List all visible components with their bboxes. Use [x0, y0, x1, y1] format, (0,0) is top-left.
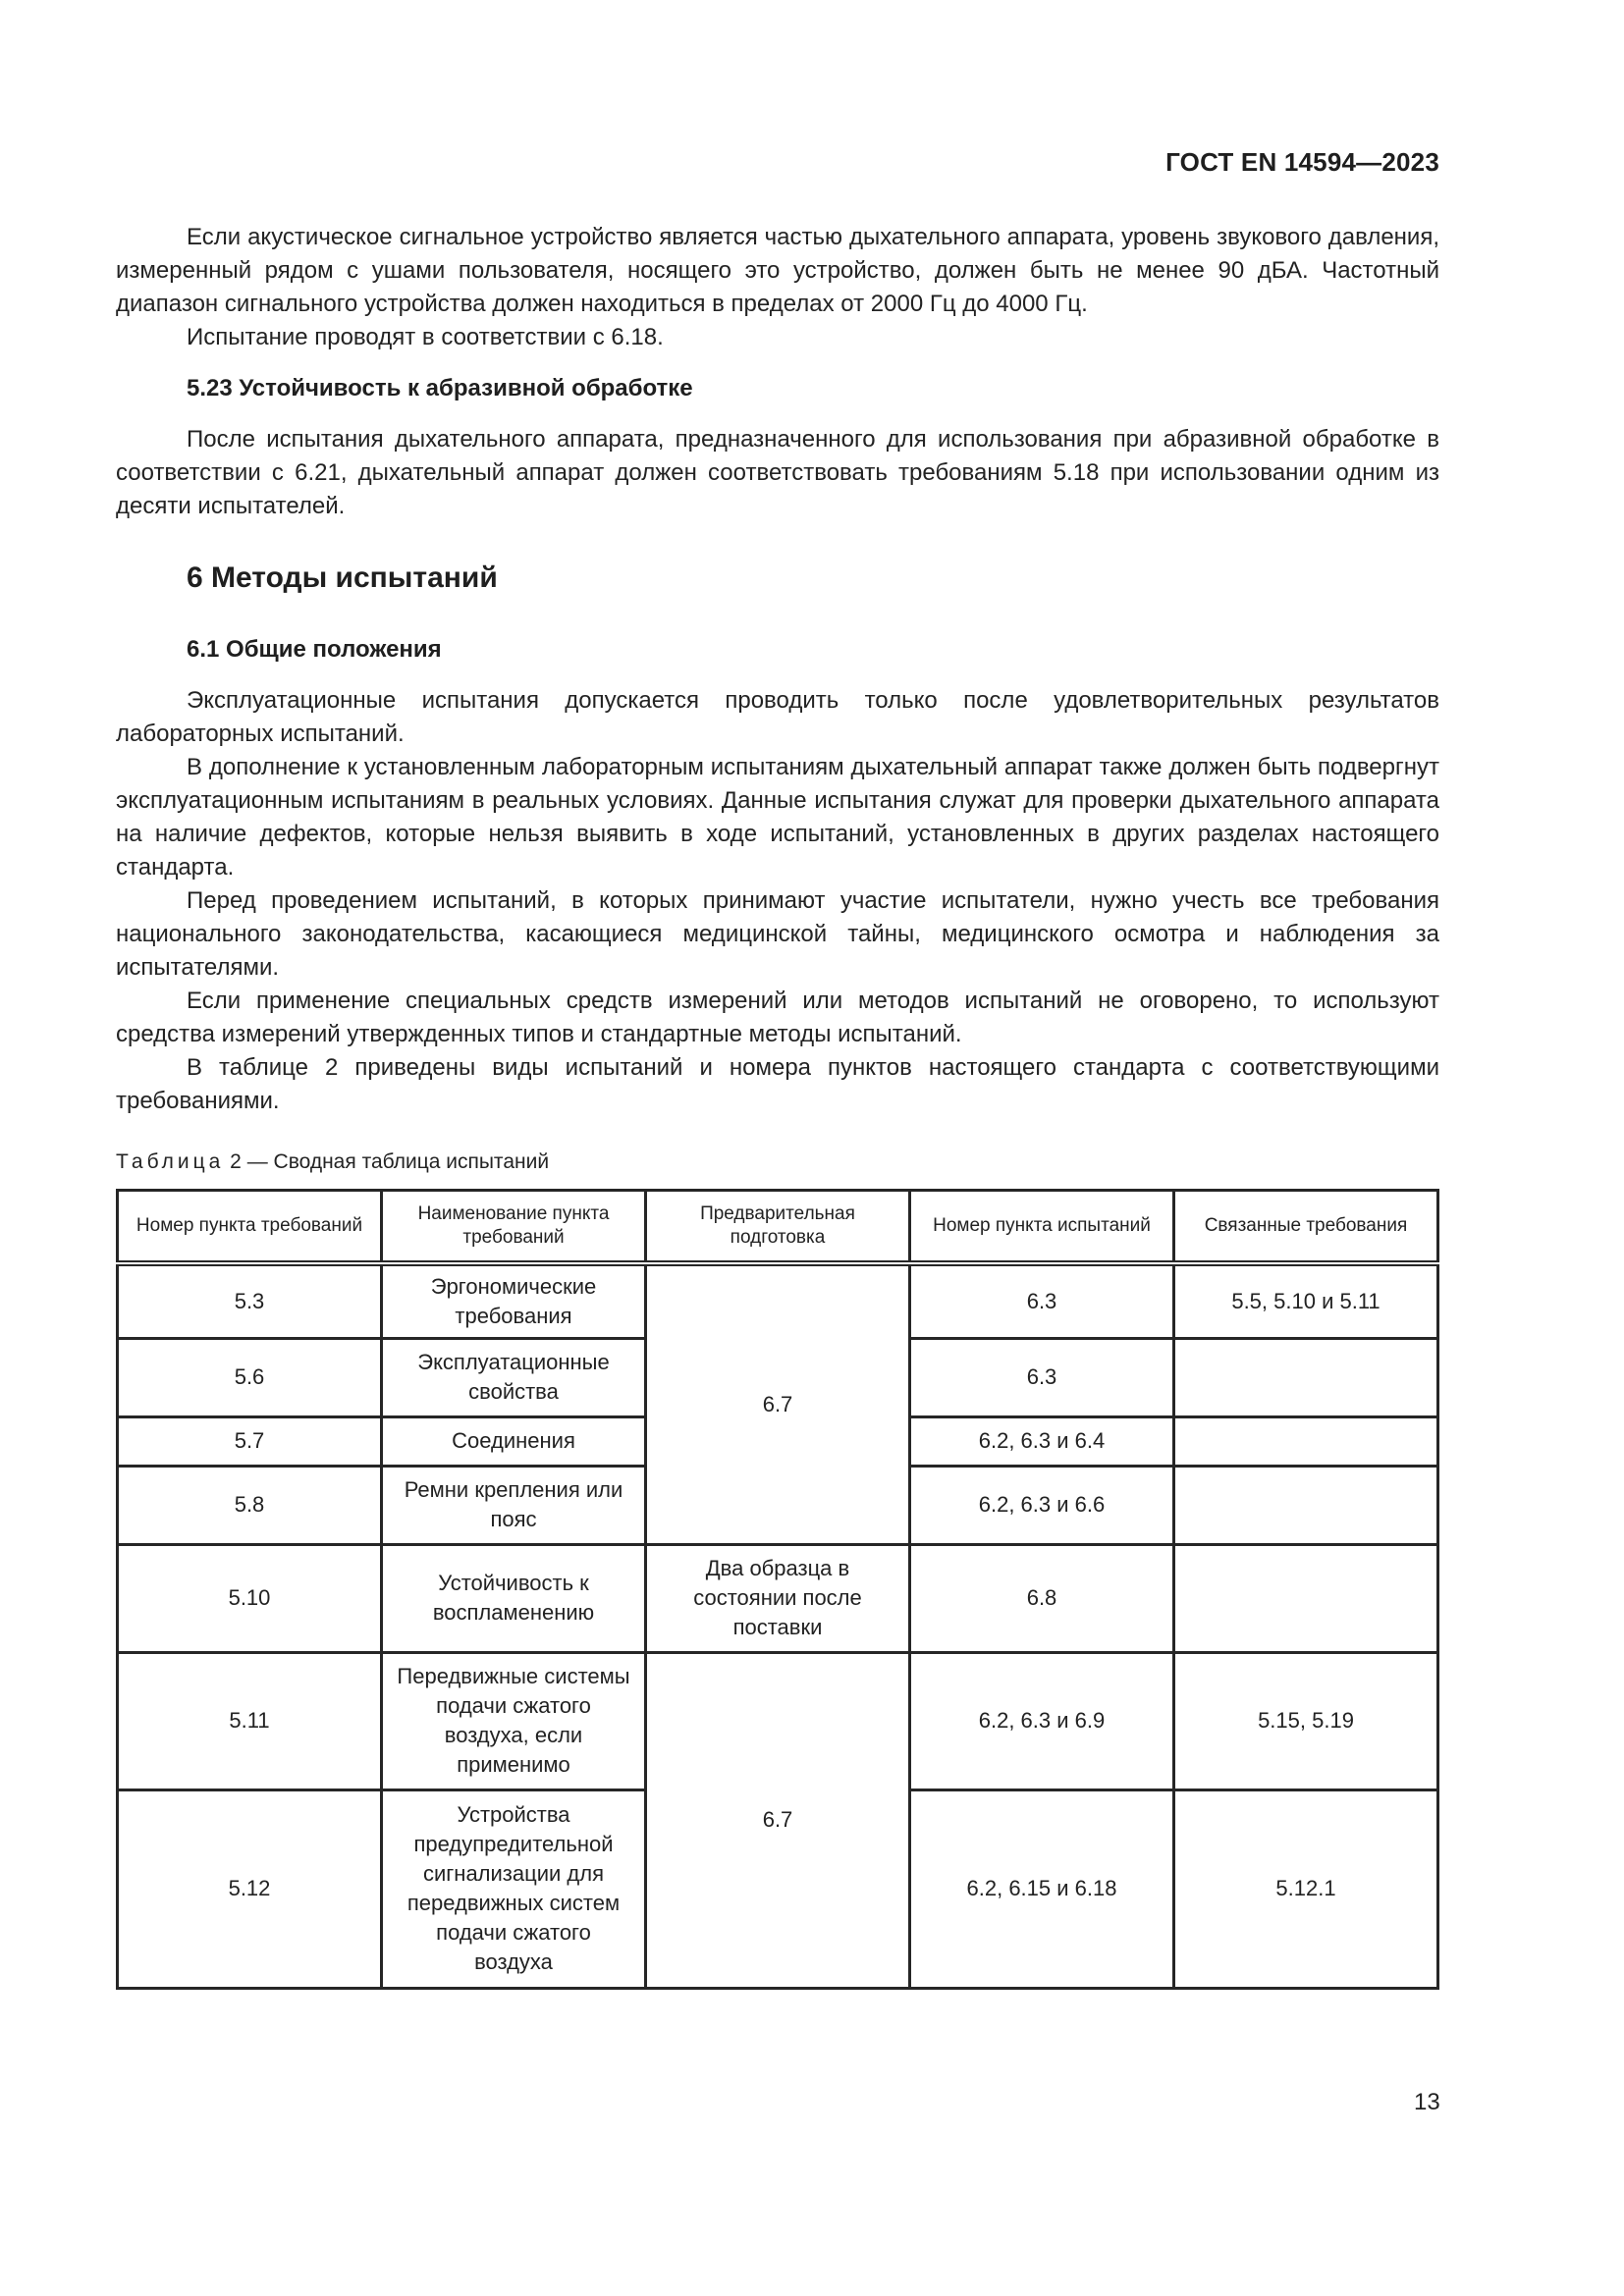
cell-req: 5.3	[118, 1263, 382, 1338]
cell-name: Эргономические требования	[382, 1263, 646, 1338]
column-header-req-name: Наименование пункта требований	[382, 1191, 646, 1264]
tests-summary-table	[116, 1189, 1439, 1990]
cell-test: 6.2, 6.3 и 6.9	[910, 1652, 1174, 1789]
cell-test: 6.2, 6.15 и 6.18	[910, 1789, 1174, 1988]
paragraph-acoustic-signal: Если акустическое сигнальное устройство является частью дыхательного аппарата, уровень звукового давления, измеренный рядом с ушами пользователя, носящего это устройство, должен быть не менее 90 дБА. Частотный диапазон сигнального устройства должен находиться в пределах от 2000 Гц до 4000 Гц.	[116, 224, 1439, 317]
column-header-related: Связанные требования	[1174, 1191, 1438, 1264]
table-header-row	[118, 1191, 1438, 1264]
page-content	[116, 221, 1439, 1990]
cell-prep-merged: 6.7	[646, 1652, 910, 1988]
cell-related: 5.5, 5.10 и 5.11	[1174, 1263, 1438, 1338]
cell-req: 5.11	[118, 1652, 382, 1789]
cell-prep-merged: 6.7	[646, 1263, 910, 1544]
cell-name: Соединения	[382, 1416, 646, 1466]
paragraph-test-ref-618: Испытание проводят в соответствии с 6.18.	[187, 324, 664, 350]
cell-req: 5.8	[118, 1466, 382, 1544]
paragraph-field-tests: В дополнение к установленным лабораторным испытаниям дыхательный аппарат также должен быть подвергнут эксплуатационным испытаниям в реальных условиях. Данные испытания служат для проверки дыхательного аппарата на наличие дефектов, которые нельзя выявить в ходе испытаний, установленных в других разделах настоящего стандарта.	[116, 754, 1439, 881]
cell-req: 5.7	[118, 1416, 382, 1466]
column-header-preparation: Предварительная подготовка	[646, 1191, 910, 1264]
cell-prep: Два образца в состоянии после поставки	[646, 1544, 910, 1652]
paragraph-operational-tests: Эксплуатационные испытания допускается проводить только после удовлетворительных результатов лабораторных испытаний.	[116, 687, 1439, 747]
table-row	[118, 1263, 1438, 1338]
table-caption-label: Таблица	[116, 1150, 225, 1173]
cell-req: 5.6	[118, 1338, 382, 1416]
column-header-test-number: Номер пункта испытаний	[910, 1191, 1174, 1264]
cell-test: 6.2, 6.3 и 6.6	[910, 1466, 1174, 1544]
cell-name: Устройства предупредительной сигнализации для передвижных систем подачи сжатого воздуха	[382, 1789, 646, 1988]
page-number: 13	[1414, 2089, 1440, 2115]
heading-6-1: 6.1 Общие положения	[187, 636, 442, 663]
table-row	[118, 1652, 1438, 1789]
cell-test: 6.3	[910, 1263, 1174, 1338]
cell-req: 5.12	[118, 1789, 382, 1988]
table-caption-title: 2 — Сводная таблица испытаний	[224, 1150, 550, 1173]
cell-name: Передвижные системы подачи сжатого воздуха, если применимо	[382, 1652, 646, 1789]
heading-5-23: 5.23 Устойчивость к абразивной обработке	[187, 375, 693, 401]
paragraph-table-intro: В таблице 2 приведены виды испытаний и номера пунктов настоящего стандарта с соответствующими требованиями.	[116, 1054, 1439, 1114]
cell-name: Устойчивость к воспламенению	[382, 1544, 646, 1652]
column-header-req-number: Номер пункта требований	[118, 1191, 382, 1264]
cell-test: 6.3	[910, 1338, 1174, 1416]
cell-related	[1174, 1466, 1438, 1544]
cell-related: 5.15, 5.19	[1174, 1652, 1438, 1789]
cell-name: Ремни крепления или пояс	[382, 1466, 646, 1544]
cell-related	[1174, 1544, 1438, 1652]
cell-req: 5.10	[118, 1544, 382, 1652]
paragraph-measurement-means: Если применение специальных средств измерений или методов испытаний не оговорено, то используют средства измерений утвержденных типов и стандартные методы испытаний.	[116, 988, 1439, 1047]
cell-related	[1174, 1338, 1438, 1416]
cell-test: 6.2, 6.3 и 6.4	[910, 1416, 1174, 1466]
table-row	[118, 1544, 1438, 1652]
table-caption	[116, 1148, 1439, 1177]
document-header-id: ГОСТ EN 14594—2023	[1165, 147, 1439, 177]
cell-name: Эксплуатационные свойства	[382, 1338, 646, 1416]
cell-related	[1174, 1416, 1438, 1466]
cell-related: 5.12.1	[1174, 1789, 1438, 1988]
paragraph-abrasive: После испытания дыхательного аппарата, предназначенного для использования при абразивной обработке в соответствии с 6.21, дыхательный аппарат должен соответствовать требованиям 5.18 при использовании одним из десяти испытателей.	[116, 426, 1439, 519]
heading-section-6: 6 Методы испытаний	[187, 561, 498, 594]
cell-test: 6.8	[910, 1544, 1174, 1652]
paragraph-legislation: Перед проведением испытаний, в которых принимают участие испытатели, нужно учесть все требования национального законодательства, касающиеся медицинской тайны, медицинского осмотра и наблюдения за испытателями.	[116, 887, 1439, 981]
